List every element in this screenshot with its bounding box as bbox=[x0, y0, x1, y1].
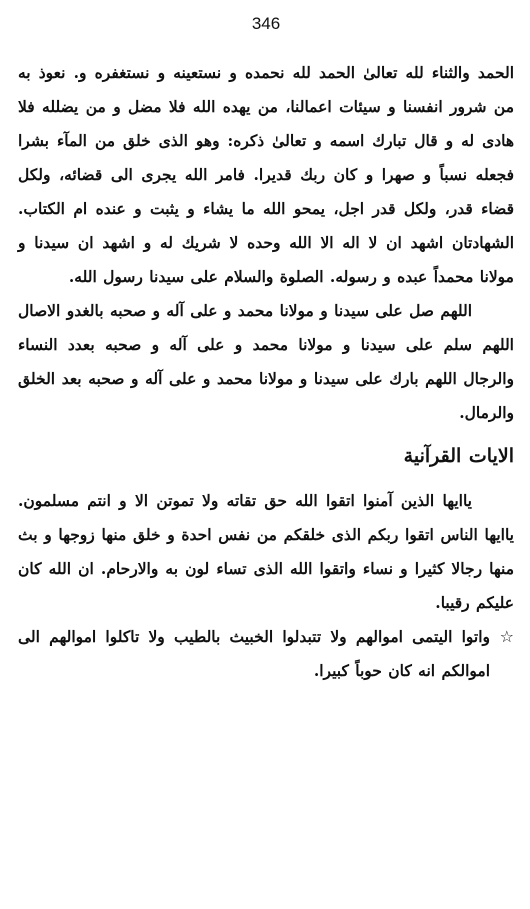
salutation-paragraph: اللهم صل علی سیدنا و مولانا محمد و علی آله و صحبه بالغدو الاصال اللهم سلم علی سیدنا و مولانا محمد و علی آله و صحبه بعدد النساء والرجال اللهم بارك علی سیدنا و مولانا محمد و علی آله و صحبه بعد الخلق والرمال. bbox=[18, 301, 514, 422]
verse-paragraph: یاایها الذین آمنوا اتقوا الله حق تقاته ولا تموتن الا و انتم مسلمون. یاایها الناس اتقوا ربکم الذی خلقکم من نفس احدة و خلق منها زوجها و بث منها رجالا کثیرا و نساء واتقوا الله الذی تساء لون به والارحام. ان الله کان علیکم رقیبا. bbox=[18, 491, 514, 612]
starred-verse bbox=[18, 620, 514, 688]
star-icon: ☆ bbox=[499, 627, 514, 646]
document-body bbox=[18, 56, 514, 688]
section-heading: الایات القرآنیة bbox=[403, 445, 514, 467]
page-number: 346 bbox=[251, 14, 281, 33]
opening-paragraph: الحمد والثناء لله تعالیٰ الحمد لله نحمده و نستعینه و نستغفره و. نعوذ به من شرور انفسنا و سیئات اعمالنا، من یهده الله فلا مضل و من یضلله فلا هادی له و قال تبارك اسمه و تعالیٰ ذکره: وهو الذی خلق من المآء بشرا فجعله نسباً و صهرا و کان ربك قدیرا. فامر الله یجری الی قضائه، ولکل قضاء قدر، ولکل قدر اجل، یمحو الله ما یشاء و یثبت و عنده ام الکتاب. الشهادتان اشهد ان لا اله الا الله وحده لا شریك له و اشهد ان سیدنا و مولانا محمداً عبده و رسوله. الصلوة والسلام علی سیدنا رسول الله. bbox=[18, 63, 514, 286]
starred-verse-text: واتوا الیتمی اموالهم ولا تتبدلوا الخبیث بالطیب ولا تاکلوا اموالهم الی اموالکم انه کان حوباً کبیرا. bbox=[18, 627, 490, 680]
